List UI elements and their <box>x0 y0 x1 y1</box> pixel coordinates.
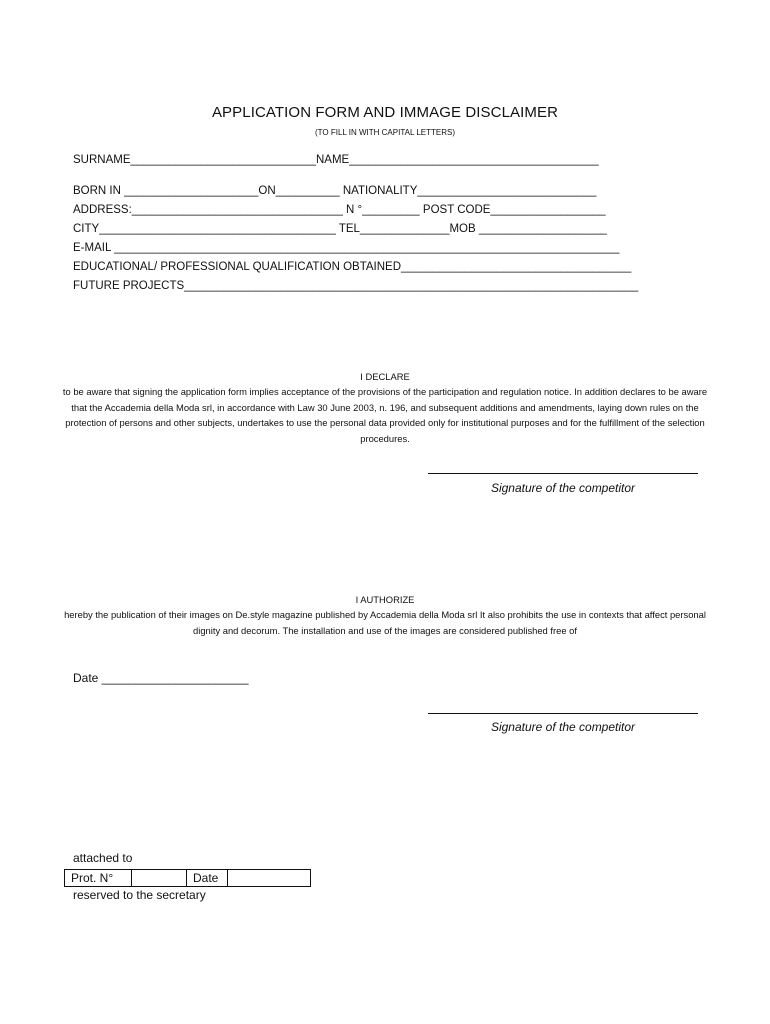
prot-date-cell[interactable] <box>228 870 311 887</box>
form-subtitle: (TO FILL IN WITH CAPITAL LETTERS) <box>314 128 455 137</box>
address-field[interactable]: ADDRESS:_________________________________ N °_________ POST CODE__________________ <box>73 204 606 216</box>
prot-date-label: Date <box>187 870 228 887</box>
declare-heading: I DECLARE <box>360 371 410 382</box>
protocol-table <box>64 869 311 887</box>
signature-label-2: Signature of the competitor <box>490 720 636 734</box>
born-nationality-field[interactable]: BORN IN _____________________ON__________ NATIONALITY____________________________ <box>73 185 597 197</box>
email-field[interactable]: E-MAIL _______________________________________________________________________________ <box>73 242 620 254</box>
form-title: APPLICATION FORM AND IMMAGE DISCLAIMER <box>211 104 559 121</box>
prot-number-label: Prot. N° <box>65 870 132 887</box>
prot-number-cell[interactable] <box>132 870 187 887</box>
authorize-text: hereby the publication of their images on De.style magazine published by Accademia della Moda srl It also prohibits the use in contexts that affect personal dignity and decorum. The installation and use of the images are considered published free of <box>64 609 706 636</box>
signature-line-2[interactable] <box>428 713 698 714</box>
reserved-label: reserved to the secretary <box>73 888 206 902</box>
signature-label-1: Signature of the competitor <box>490 481 636 495</box>
attached-to-label: attached to <box>73 851 133 865</box>
city-tel-mob-field[interactable]: CITY_____________________________________ TEL______________MOB ____________________ <box>73 223 607 235</box>
future-projects-field[interactable]: FUTURE PROJECTS_______________________________________________________________________ <box>73 280 639 292</box>
surname-name-field[interactable]: SURNAME_____________________________NAME_______________________________________ <box>73 154 599 166</box>
date-field[interactable]: Date ______________________ <box>73 671 249 685</box>
declare-text: to be aware that signing the application form implies acceptance of the provisions of the participation and regulation notice. In addition declares to be aware that the Accademia della Moda srl, in accordance with Law 30 June 2003, n. 196, and subsequent additions and amendments, laying down rules on the protection of persons and other subjects, undertakes to use the personal data provided only for institutional purposes and for the fulfillment of the selection procedures. <box>62 386 708 444</box>
qualification-field[interactable]: EDUCATIONAL/ PROFESSIONAL QUALIFICATION OBTAINED____________________________________ <box>73 261 632 273</box>
signature-line-1[interactable] <box>428 473 698 474</box>
authorize-heading: I AUTHORIZE <box>355 594 415 605</box>
